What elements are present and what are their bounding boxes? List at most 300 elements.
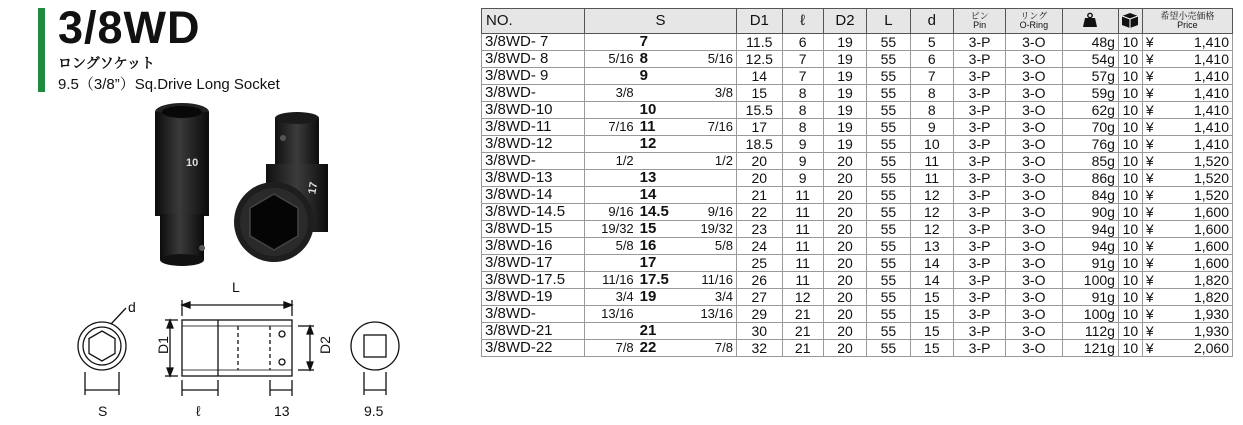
- cell-weight: 70g: [1062, 119, 1118, 136]
- cell-qty: 10: [1118, 306, 1142, 323]
- cell-ring: 3-O: [1006, 51, 1062, 68]
- cell-mm: 12: [637, 136, 683, 153]
- cell-weight: 90g: [1062, 204, 1118, 221]
- cell-no: 3/8WD-16: [482, 238, 585, 255]
- cell-inch2: [682, 68, 736, 85]
- cell-qty: 10: [1118, 187, 1142, 204]
- cell-mm: 14: [637, 187, 683, 204]
- cell-d: 6: [910, 51, 953, 68]
- cell-pin: 3-P: [954, 68, 1006, 85]
- cell-weight: 62g: [1062, 102, 1118, 119]
- cell-ring: 3-O: [1006, 340, 1062, 357]
- cell-L: 55: [867, 187, 910, 204]
- cell-d1: 12.5: [737, 51, 783, 68]
- cell-L: 55: [867, 102, 910, 119]
- socket-standing: [155, 103, 209, 266]
- cell-no: 3/8WD-: [482, 306, 585, 323]
- cell-qty: 10: [1118, 340, 1142, 357]
- table-row: [482, 272, 1233, 289]
- cell-weight: 91g: [1062, 289, 1118, 306]
- cell-qty: 10: [1118, 170, 1142, 187]
- front-view: [78, 308, 126, 395]
- cell-d: 15: [910, 306, 953, 323]
- cell-qty: 10: [1118, 323, 1142, 340]
- cell-mm: 7: [637, 34, 683, 51]
- cell-d: 13: [910, 238, 953, 255]
- cell-ring: 3-O: [1006, 323, 1062, 340]
- cell-qty: 10: [1118, 85, 1142, 102]
- cell-d: 12: [910, 187, 953, 204]
- header-s: S: [585, 9, 737, 34]
- cell-inch1: [585, 68, 637, 85]
- label-d: d: [128, 299, 136, 315]
- cell-L: 55: [867, 119, 910, 136]
- cell-d1: 29: [737, 306, 783, 323]
- cell-d2: 19: [823, 51, 866, 68]
- cell-no: 3/8WD- 9: [482, 68, 585, 85]
- cell-d2: 19: [823, 102, 866, 119]
- cell-no: 3/8WD-22: [482, 340, 585, 357]
- table-row: [482, 187, 1233, 204]
- cell-inch2: [682, 136, 736, 153]
- cell-ring: 3-O: [1006, 238, 1062, 255]
- table-row: [482, 85, 1233, 102]
- cell-no: 3/8WD-14.5: [482, 204, 585, 221]
- cell-l: 7: [782, 68, 823, 85]
- header-weight: [1062, 9, 1118, 34]
- cell-no: 3/8WD-17: [482, 255, 585, 272]
- cell-inch2: [682, 323, 736, 340]
- label-D1: D1: [155, 336, 171, 354]
- cell-weight: 54g: [1062, 51, 1118, 68]
- cell-L: 55: [867, 136, 910, 153]
- cell-no: 3/8WD-12: [482, 136, 585, 153]
- cell-d2: 20: [823, 170, 866, 187]
- cell-ring: 3-O: [1006, 187, 1062, 204]
- cell-d2: 20: [823, 272, 866, 289]
- cell-inch1: [585, 187, 637, 204]
- cell-l: 9: [782, 136, 823, 153]
- cell-yen: ¥: [1142, 187, 1164, 204]
- cell-yen: ¥: [1142, 153, 1164, 170]
- cell-ring: 3-O: [1006, 170, 1062, 187]
- cell-pin: 3-P: [954, 306, 1006, 323]
- cell-l: 11: [782, 187, 823, 204]
- cell-yen: ¥: [1142, 238, 1164, 255]
- cell-pin: 3-P: [954, 238, 1006, 255]
- cell-inch1: 1/2: [585, 153, 637, 170]
- cell-price: 1,820: [1164, 289, 1232, 306]
- cell-pin: 3-P: [954, 221, 1006, 238]
- cell-d1: 22: [737, 204, 783, 221]
- cell-qty: 10: [1118, 102, 1142, 119]
- header-pin-en: Pin: [973, 20, 987, 30]
- header-price-en: Price: [1177, 20, 1198, 30]
- cell-d1: 24: [737, 238, 783, 255]
- cell-qty: 10: [1118, 68, 1142, 85]
- cell-ring: 3-O: [1006, 119, 1062, 136]
- cell-L: 55: [867, 340, 910, 357]
- cell-price: 1,520: [1164, 187, 1232, 204]
- cell-qty: 10: [1118, 238, 1142, 255]
- cell-d2: 20: [823, 289, 866, 306]
- cell-price: 1,820: [1164, 272, 1232, 289]
- cell-inch1: 5/16: [585, 51, 637, 68]
- header-price: [1142, 9, 1232, 34]
- cell-price: 1,410: [1164, 85, 1232, 102]
- cell-inch1: [585, 34, 637, 51]
- cell-price: 1,520: [1164, 170, 1232, 187]
- socket-tilted: [234, 112, 328, 262]
- cell-price: 1,410: [1164, 51, 1232, 68]
- cell-pin: 3-P: [954, 289, 1006, 306]
- cell-no: 3/8WD- 7: [482, 34, 585, 51]
- cell-ring: 3-O: [1006, 153, 1062, 170]
- cell-inch2: 7/16: [682, 119, 736, 136]
- cell-inch2: [682, 170, 736, 187]
- cell-l: 8: [782, 119, 823, 136]
- cell-no: 3/8WD-21: [482, 323, 585, 340]
- cell-price: 1,600: [1164, 255, 1232, 272]
- cell-qty: 10: [1118, 51, 1142, 68]
- cell-l: 11: [782, 221, 823, 238]
- box-icon: [1121, 12, 1139, 28]
- cell-d: 5: [910, 34, 953, 51]
- cell-L: 55: [867, 204, 910, 221]
- table-row: [482, 204, 1233, 221]
- cell-price: 1,930: [1164, 306, 1232, 323]
- cell-d2: 20: [823, 255, 866, 272]
- cell-d: 11: [910, 153, 953, 170]
- cell-L: 55: [867, 85, 910, 102]
- cell-inch2: [682, 187, 736, 204]
- cell-weight: 84g: [1062, 187, 1118, 204]
- cell-ring: 3-O: [1006, 306, 1062, 323]
- cell-inch1: 11/16: [585, 272, 637, 289]
- cell-yen: ¥: [1142, 272, 1164, 289]
- cell-inch2: 1/2: [682, 153, 736, 170]
- cell-price: 1,410: [1164, 68, 1232, 85]
- cell-mm: 13: [637, 170, 683, 187]
- cell-d: 7: [910, 68, 953, 85]
- cell-weight: 94g: [1062, 221, 1118, 238]
- cell-ring: 3-O: [1006, 102, 1062, 119]
- header-price-jp: 希望小売価格: [1160, 11, 1215, 21]
- cell-price: 2,060: [1164, 340, 1232, 357]
- cell-d1: 30: [737, 323, 783, 340]
- cell-pin: 3-P: [954, 119, 1006, 136]
- cell-weight: 100g: [1062, 272, 1118, 289]
- cell-inch1: [585, 255, 637, 272]
- header-d2: D2: [823, 9, 866, 34]
- cell-pin: 3-P: [954, 102, 1006, 119]
- cell-d1: 14: [737, 68, 783, 85]
- cell-mm: 10: [637, 102, 683, 119]
- product-subtitle-en: 9.5（3/8”）Sq.Drive Long Socket: [58, 76, 280, 93]
- header-ring-jp: リング: [1020, 11, 1048, 21]
- cell-price: 1,520: [1164, 153, 1232, 170]
- cell-price: 1,600: [1164, 238, 1232, 255]
- cell-d: 12: [910, 221, 953, 238]
- table-row: [482, 51, 1233, 68]
- cell-mm: 9: [637, 68, 683, 85]
- product-panel: [0, 0, 470, 425]
- cell-yen: ¥: [1142, 170, 1164, 187]
- cell-l: 11: [782, 238, 823, 255]
- cell-yen: ¥: [1142, 255, 1164, 272]
- cell-d2: 19: [823, 34, 866, 51]
- table-row: [482, 68, 1233, 85]
- cell-l: 12: [782, 289, 823, 306]
- cell-d2: 20: [823, 238, 866, 255]
- weight-icon: [1082, 12, 1098, 28]
- cell-inch1: [585, 323, 637, 340]
- cell-inch1: [585, 170, 637, 187]
- cell-d: 10: [910, 136, 953, 153]
- cell-pin: 3-P: [954, 34, 1006, 51]
- cell-no: 3/8WD-: [482, 85, 585, 102]
- cell-d2: 19: [823, 136, 866, 153]
- label-13: 13: [274, 403, 290, 419]
- socket-marking-b: 17: [306, 181, 321, 196]
- cell-ring: 3-O: [1006, 272, 1062, 289]
- cell-no: 3/8WD- 8: [482, 51, 585, 68]
- cell-no: 3/8WD-10: [482, 102, 585, 119]
- table-row: [482, 119, 1233, 136]
- cell-qty: 10: [1118, 153, 1142, 170]
- table-header: [482, 9, 1233, 34]
- cell-qty: 10: [1118, 34, 1142, 51]
- cell-d1: 21: [737, 187, 783, 204]
- cell-weight: 76g: [1062, 136, 1118, 153]
- table-row: [482, 34, 1233, 51]
- cell-L: 55: [867, 272, 910, 289]
- cell-yen: ¥: [1142, 221, 1164, 238]
- table-row: [482, 238, 1233, 255]
- cell-ring: 3-O: [1006, 136, 1062, 153]
- cell-d1: 18.5: [737, 136, 783, 153]
- socket-marking-a: 10: [186, 157, 199, 169]
- cell-d: 12: [910, 204, 953, 221]
- cell-no: 3/8WD-13: [482, 170, 585, 187]
- cell-qty: 10: [1118, 204, 1142, 221]
- cell-yen: ¥: [1142, 119, 1164, 136]
- table-row: [482, 153, 1233, 170]
- cell-mm: 16: [637, 238, 683, 255]
- cell-d2: 20: [823, 323, 866, 340]
- cell-d1: 20: [737, 153, 783, 170]
- table-row: [482, 136, 1233, 153]
- cell-d: 14: [910, 272, 953, 289]
- cell-mm: 17.5: [637, 272, 683, 289]
- cell-no: 3/8WD-15: [482, 221, 585, 238]
- cell-no: 3/8WD-11: [482, 119, 585, 136]
- cell-no: 3/8WD-14: [482, 187, 585, 204]
- cell-weight: 86g: [1062, 170, 1118, 187]
- cell-inch2: [682, 34, 736, 51]
- cell-qty: 10: [1118, 221, 1142, 238]
- cell-d: 15: [910, 323, 953, 340]
- cell-mm: 17: [637, 255, 683, 272]
- cell-d1: 27: [737, 289, 783, 306]
- cell-l: 8: [782, 85, 823, 102]
- cell-inch1: 19/32: [585, 221, 637, 238]
- cell-l: 21: [782, 340, 823, 357]
- label-l: ℓ: [196, 403, 201, 419]
- cell-l: 6: [782, 34, 823, 51]
- dimension-drawing: [70, 270, 410, 422]
- cell-no: 3/8WD-19: [482, 289, 585, 306]
- cell-L: 55: [867, 68, 910, 85]
- cell-d1: 20: [737, 170, 783, 187]
- cell-l: 11: [782, 272, 823, 289]
- cell-inch2: 3/4: [682, 289, 736, 306]
- side-view: [165, 300, 314, 396]
- cell-L: 55: [867, 238, 910, 255]
- table-row: [482, 255, 1233, 272]
- cell-ring: 3-O: [1006, 68, 1062, 85]
- cell-weight: 112g: [1062, 323, 1118, 340]
- label-9-5: 9.5: [364, 403, 384, 419]
- cell-inch2: 5/16: [682, 51, 736, 68]
- cell-mm: 22: [637, 340, 683, 357]
- cell-L: 55: [867, 221, 910, 238]
- cell-d2: 20: [823, 204, 866, 221]
- table-row: [482, 323, 1233, 340]
- cell-inch1: 7/8: [585, 340, 637, 357]
- cell-inch1: 7/16: [585, 119, 637, 136]
- table-row: [482, 289, 1233, 306]
- cell-L: 55: [867, 153, 910, 170]
- cell-mm: 15: [637, 221, 683, 238]
- cell-weight: 59g: [1062, 85, 1118, 102]
- label-L: L: [232, 279, 240, 295]
- cell-inch2: 3/8: [682, 85, 736, 102]
- header-box: [1118, 9, 1142, 34]
- cell-d: 11: [910, 170, 953, 187]
- header-ring-en: O-Ring: [1019, 20, 1049, 30]
- cell-weight: 94g: [1062, 238, 1118, 255]
- cell-pin: 3-P: [954, 255, 1006, 272]
- cell-yen: ¥: [1142, 68, 1164, 85]
- cell-l: 9: [782, 153, 823, 170]
- cell-pin: 3-P: [954, 340, 1006, 357]
- cell-weight: 100g: [1062, 306, 1118, 323]
- cell-d1: 11.5: [737, 34, 783, 51]
- cell-ring: 3-O: [1006, 221, 1062, 238]
- product-title: 3/8WD: [58, 2, 201, 53]
- cell-no: 3/8WD-17.5: [482, 272, 585, 289]
- cell-d2: 20: [823, 221, 866, 238]
- cell-pin: 3-P: [954, 85, 1006, 102]
- cell-weight: 91g: [1062, 255, 1118, 272]
- cell-L: 55: [867, 306, 910, 323]
- header-pin: [954, 9, 1006, 34]
- table-row: [482, 340, 1233, 357]
- cell-inch1: 13/16: [585, 306, 637, 323]
- cell-d1: 25: [737, 255, 783, 272]
- cell-weight: 48g: [1062, 34, 1118, 51]
- cell-pin: 3-P: [954, 187, 1006, 204]
- cell-l: 8: [782, 102, 823, 119]
- cell-L: 55: [867, 34, 910, 51]
- table-row: [482, 102, 1233, 119]
- cell-d1: 32: [737, 340, 783, 357]
- cell-inch2: 11/16: [682, 272, 736, 289]
- cell-mm: [637, 306, 683, 323]
- cell-d2: 19: [823, 119, 866, 136]
- cell-yen: ¥: [1142, 306, 1164, 323]
- cell-price: 1,930: [1164, 323, 1232, 340]
- cell-inch1: 3/4: [585, 289, 637, 306]
- cell-L: 55: [867, 170, 910, 187]
- cell-inch1: 3/8: [585, 85, 637, 102]
- header-pin-jp: ピン: [970, 11, 989, 21]
- cell-price: 1,410: [1164, 34, 1232, 51]
- cell-yen: ¥: [1142, 289, 1164, 306]
- cell-d2: 20: [823, 187, 866, 204]
- cell-l: 21: [782, 323, 823, 340]
- cell-inch2: 9/16: [682, 204, 736, 221]
- cell-yen: ¥: [1142, 204, 1164, 221]
- cell-d: 14: [910, 255, 953, 272]
- cell-weight: 121g: [1062, 340, 1118, 357]
- cell-ring: 3-O: [1006, 85, 1062, 102]
- cell-d: 8: [910, 85, 953, 102]
- cell-pin: 3-P: [954, 170, 1006, 187]
- cell-l: 7: [782, 51, 823, 68]
- cell-inch2: [682, 102, 736, 119]
- cell-ring: 3-O: [1006, 204, 1062, 221]
- cell-l: 9: [782, 170, 823, 187]
- cell-d: 9: [910, 119, 953, 136]
- cell-d2: 20: [823, 306, 866, 323]
- cell-ring: 3-O: [1006, 289, 1062, 306]
- cell-inch2: 7/8: [682, 340, 736, 357]
- header-no: NO.: [482, 9, 585, 34]
- cell-inch1: 9/16: [585, 204, 637, 221]
- label-D2: D2: [317, 336, 333, 354]
- cell-d1: 26: [737, 272, 783, 289]
- table-row: [482, 221, 1233, 238]
- cell-yen: ¥: [1142, 102, 1164, 119]
- cell-yen: ¥: [1142, 85, 1164, 102]
- table-row: [482, 306, 1233, 323]
- cell-L: 55: [867, 51, 910, 68]
- cell-weight: 57g: [1062, 68, 1118, 85]
- cell-pin: 3-P: [954, 204, 1006, 221]
- label-S: S: [98, 403, 108, 419]
- cell-yen: ¥: [1142, 136, 1164, 153]
- cell-pin: 3-P: [954, 272, 1006, 289]
- cell-mm: 19: [637, 289, 683, 306]
- spec-table: [481, 8, 1233, 357]
- cell-d1: 23: [737, 221, 783, 238]
- product-subtitle-jp: ロングソケット: [58, 55, 155, 71]
- header-d1: D1: [737, 9, 783, 34]
- cell-d1: 15: [737, 85, 783, 102]
- cell-pin: 3-P: [954, 136, 1006, 153]
- cell-d1: 17: [737, 119, 783, 136]
- table-row: [482, 170, 1233, 187]
- cell-qty: 10: [1118, 119, 1142, 136]
- cell-mm: 8: [637, 51, 683, 68]
- cell-mm: 14.5: [637, 204, 683, 221]
- cell-inch2: 13/16: [682, 306, 736, 323]
- accent-bar: [38, 8, 45, 92]
- cell-qty: 10: [1118, 255, 1142, 272]
- cell-yen: ¥: [1142, 34, 1164, 51]
